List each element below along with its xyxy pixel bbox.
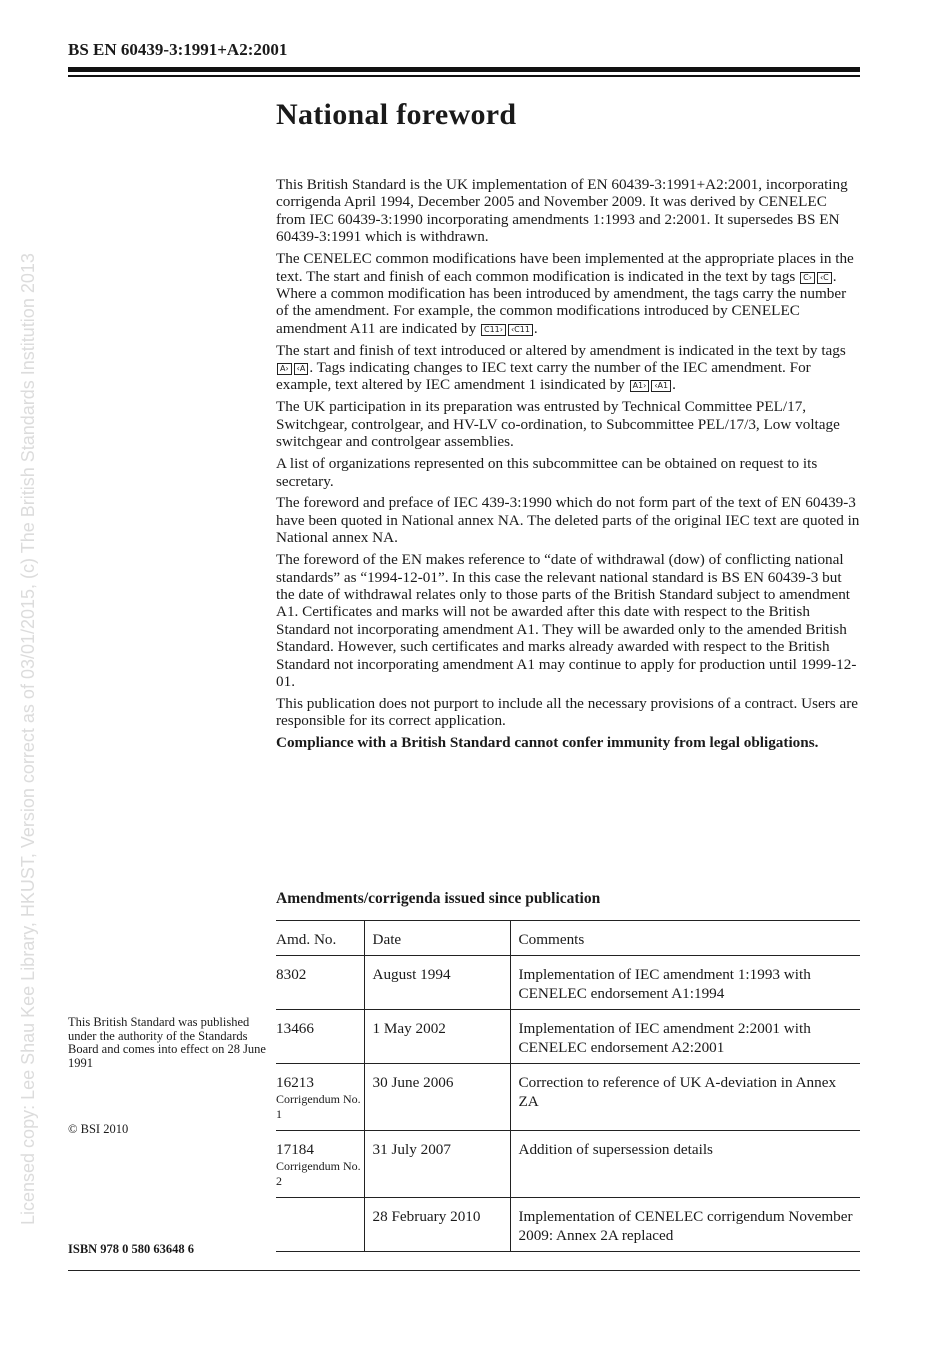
- amd-no-cell: [276, 1064, 364, 1131]
- amd-no: 16213: [276, 1074, 314, 1091]
- table-row: [276, 956, 860, 1010]
- amd-no: 17184: [276, 1141, 314, 1158]
- amd-comments-cell: Implementation of IEC amendment 2:2001 with CENELEC endorsement A2:2001: [510, 1010, 860, 1064]
- amd-date-cell: 30 June 2006: [364, 1064, 510, 1131]
- amd-date-cell: August 1994: [364, 956, 510, 1010]
- amd-comments-cell: Implementation of CENELEC corrigendum November 2009: Annex 2A replaced: [510, 1198, 860, 1252]
- table-header-row: [276, 921, 860, 956]
- header-date: Date: [364, 921, 510, 956]
- tag-c-open: C›: [800, 272, 815, 284]
- amd-comments-cell: Addition of supersession details: [510, 1131, 860, 1198]
- amd-corrigendum-label: Corrigendum No. 2: [276, 1159, 361, 1188]
- paragraph-national-annex: The foreword and preface of IEC 439-3:1990 which do not form part of the text of EN 60439-3 have been quoted in National annex NA. The deleted parts of the original IEC text are quoted in National annex NA.: [276, 494, 860, 547]
- table-row: [276, 1010, 860, 1064]
- paragraph-compliance: Compliance with a British Standard cannot confer immunity from legal obligations.: [276, 734, 819, 752]
- tag-a1-open: A1›: [630, 380, 650, 392]
- isbn: ISBN 978 0 580 63648 6: [68, 1242, 195, 1256]
- amd-date-cell: 1 May 2002: [364, 1010, 510, 1064]
- tag-c-close: ‹C: [817, 272, 832, 284]
- paragraph-withdrawal: The foreword of the EN makes reference to “date of withdrawal (dow) of conflicting national standards” as “1994-12-01”. In this case the relevant national standard is BS EN 60439-3 but the date of withdrawal relates only to those parts of the British Standard subject to amendment A1. Certificates and marks will not be awarded after this date with respect to the British Standard not incorporating amendment A1. They will be awarded only to the amended British Standard. However, such certificates and marks already awarded with respect to the British Standard not incorporating amendment A1 may continue to apply for production until 1999-12-01.: [276, 551, 857, 690]
- amd-no-cell: [276, 1198, 364, 1252]
- paragraph-amendment-tags: The start and finish of text introduced or altered by amendment is indicated in the text by tags A› ‹A . Tags indicating changes to IEC text carry the number of the IEC amendment. For example, text altered by IEC amendment 1 isindicated by A1› ‹A1 .: [276, 341, 846, 394]
- header-amd-no: Amd. No.: [276, 931, 337, 948]
- amd-comments-cell: Implementation of IEC amendment 1:1993 with CENELEC endorsement A1:1994: [510, 956, 860, 1010]
- table-row: [276, 1064, 860, 1131]
- tag-a1-close: ‹A1: [651, 380, 671, 392]
- header-comments: Comments: [510, 921, 860, 956]
- header-rule-thin: [68, 75, 860, 77]
- paragraph-contract: This publication does not purport to include all the necessary provisions of a contract. Users are responsible for its correct application.: [276, 694, 859, 730]
- tag-c11-close: ‹C11: [508, 324, 533, 336]
- amd-date-cell: 28 February 2010: [364, 1198, 510, 1252]
- table-row: [276, 1198, 860, 1252]
- header-rule-thick: [68, 67, 860, 72]
- table-row: [276, 1131, 860, 1198]
- paragraph-organizations: A list of organizations represented on this subcommittee can be obtained on request to its secretary.: [276, 455, 818, 490]
- tag-a-open: A›: [277, 363, 292, 375]
- license-watermark: Licensed copy: Lee Shau Kee Library, HKUST, Version correct as of 03/01/2015, (c) The British Standards Institution 2013: [18, 253, 38, 1225]
- paragraph-uk-participation: The UK participation in its preparation was entrusted by Technical Committee PEL/17, Switchgear, controlgear, and HV-LV co-ordination, to Subcommittee PEL/17/3, Low voltage switchgear and controlgear assemblies.: [276, 398, 840, 451]
- document-code: BS EN 60439-3:1991+A2:2001: [68, 40, 288, 59]
- paragraph-implementation: This British Standard is the UK implementation of EN 60439-3:1991+A2:2001, incorporating corrigenda April 1994, December 2005 and November 2009. It was derived by CENELEC from IEC 60439-3:1990 incorporating amendments 1:1993 and 2:2001. It supersedes BS EN 60439-3:1991 which is withdrawn.: [276, 176, 848, 246]
- copyright-notice: © BSI 2010: [68, 1122, 129, 1136]
- amendments-title: Amendments/corrigenda issued since publication: [276, 890, 601, 907]
- amd-no-cell: [276, 1131, 364, 1198]
- paragraph-common-modifications: The CENELEC common modifications have been implemented at the appropriate places in the text. The start and finish of each common modification is indicated in the text by tags C› ‹C . Where a common modification has been introduced by amendment, the tags carry the number of the amendment. For example, the common modifications introduced by CENELEC amendment A11 are indicated by C11› ‹C11 .: [276, 250, 854, 337]
- tag-a-close: ‹A: [294, 363, 309, 375]
- footer-rule: [68, 1270, 860, 1271]
- foreword-body: [276, 176, 860, 756]
- amd-comments-cell: Correction to reference of UK A-deviation in Annex ZA: [510, 1064, 860, 1131]
- amd-no-cell: 13466: [276, 1020, 314, 1037]
- amd-no-cell: 8302: [276, 966, 307, 983]
- amendments-table: [276, 920, 860, 1252]
- amd-date-cell: 31 July 2007: [364, 1131, 510, 1198]
- amd-corrigendum-label: Corrigendum No. 1: [276, 1092, 361, 1121]
- authority-note: This British Standard was published under the authority of the Standards Board and comes into effect on 28 June 1991: [68, 1015, 266, 1070]
- tag-c11-open: C11›: [481, 324, 506, 336]
- page-title: National foreword: [276, 98, 517, 131]
